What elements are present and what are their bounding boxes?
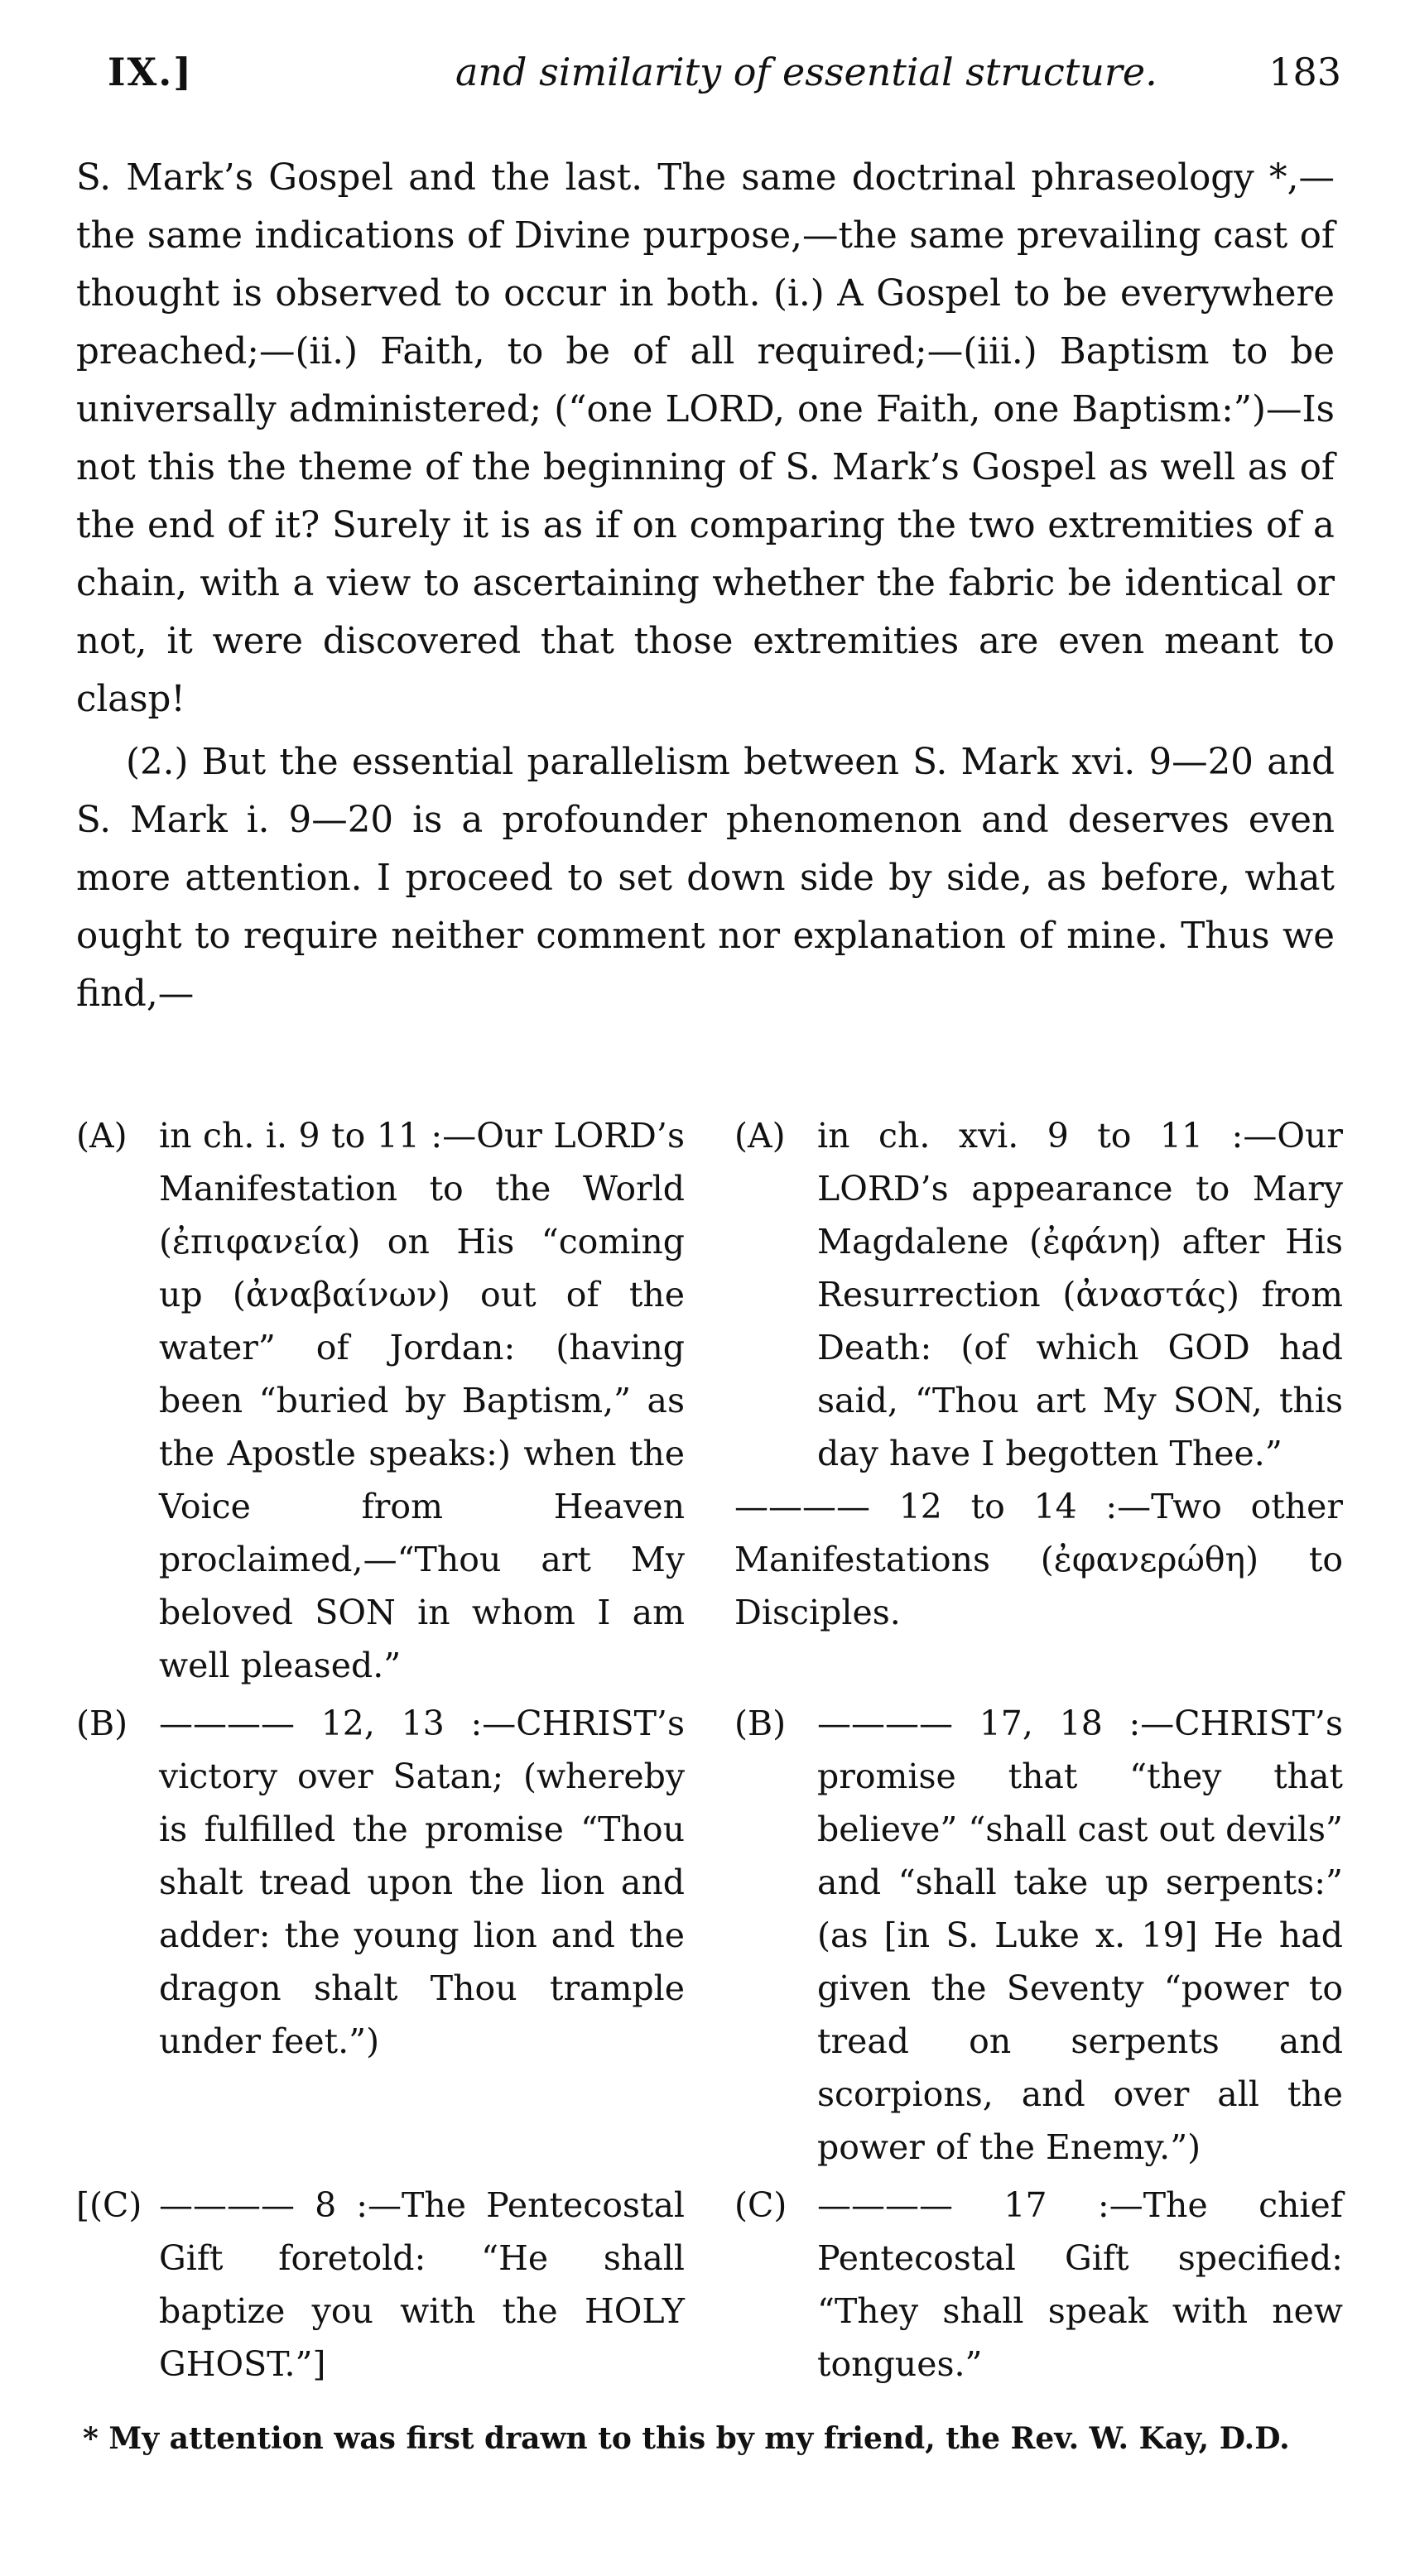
entry-label: (A)	[734, 1116, 786, 1156]
right-column-entry	[734, 1697, 1343, 2174]
left-column-entry	[76, 1697, 685, 2174]
entry-text: ———— 17, 18 :—CHRIST’s promise that “they that believe” “shall cast out devils” and “shall take up serpents:” (as [in S. Luke x. 19] He had given the Seventy “power to tread on serpents and scorpions, and over all the power of the Enemy.”)	[817, 1704, 1343, 2167]
entry-label: (B)	[734, 1704, 787, 1743]
parallel-row-c	[76, 2179, 1343, 2391]
right-column-entry	[734, 2179, 1343, 2391]
paragraph: S. Mark’s Gospel and the last. The same doctrinal phraseology *,—the same indications of Divine purpose,—the same prevailing cast of thought is observed to occur in both. (i.) A Gospel to be everywhere preached;—(ii.) Faith, to be of all required;—(iii.) Baptism to be universally administered; (“one LORD, one Faith, one Baptism:”)—Is not this the theme of the beginning of S. Mark’s Gospel as well as of the end of it? Surely it is as if on comparing the two extremities of a chain, with a view to ascertaining whether the fabric be identical or not, it were discovered that those extremities are even meant to clasp!	[76, 157, 1335, 720]
entry-text: ———— 8 :—The Pentecostal Gift foretold: “He shall baptize you with the HOLY GHOST.”]	[159, 2185, 685, 2384]
left-column-entry	[76, 1109, 685, 1692]
entry-text: ———— 12, 13 :—CHRIST’s victory over Satan; (whereby is fulfilled the promise “Thou shalt tread upon the lion and adder: the young lion and the dragon shalt Thou trample under feet.”)	[159, 1704, 685, 2061]
parallel-columns	[76, 1109, 1343, 2391]
entry-text: in ch. xvi. 9 to 11 :—Our LORD’s appearance to Mary Magdalene (ἐφάνη) after His Resurrection (ἀναστάς) from Death: (of which GOD had said, “Thou art My SON, this day have I begotten Thee.”	[817, 1116, 1343, 1473]
right-column-entry	[734, 1109, 1343, 1692]
running-title: and similarity of essential structure.	[455, 50, 1157, 94]
chapter-marker: IX.]	[108, 50, 193, 94]
entry-label: (C)	[734, 2185, 787, 2225]
entry-label: [(C)	[76, 2185, 142, 2225]
page-number: 183	[1268, 50, 1341, 94]
entry-text-continued: ———— 12 to 14 :—Two other Manifestations (ἐφανερώθη) to Disciples.	[734, 1487, 1343, 1632]
running-header	[83, 50, 1341, 116]
entry-label: (A)	[76, 1116, 128, 1156]
left-column-entry	[76, 2179, 685, 2391]
parallel-row-a	[76, 1109, 1343, 1692]
footnote: * My attention was first drawn to this by my friend, the Rev. W. Kay, D.D.	[83, 2421, 1290, 2456]
entry-label: (B)	[76, 1704, 128, 1743]
paragraph: (2.) But the essential parallelism between S. Mark xvi. 9—20 and S. Mark i. 9—20 is a profounder phenomenon and deserves even more attention. I proceed to set down side by side, as before, what ought to require neither comment nor explanation of mine. Thus we find,—	[76, 742, 1335, 1015]
entry-text: ———— 17 :—The chief Pentecostal Gift specified: “They shall speak with new tongues.”	[817, 2185, 1343, 2384]
body-text	[76, 149, 1335, 1023]
entry-text: in ch. i. 9 to 11 :—Our LORD’s Manifestation to the World (ἐπιφανεία) on His “coming up (ἀναβαίνων) out of the water” of Jordan: (having been “buried by Baptism,” as the Apostle speaks:) when the Voice from Heaven proclaimed,—“Thou art My beloved SON in whom I am well pleased.”	[159, 1116, 685, 1685]
parallel-row-b	[76, 1697, 1343, 2174]
